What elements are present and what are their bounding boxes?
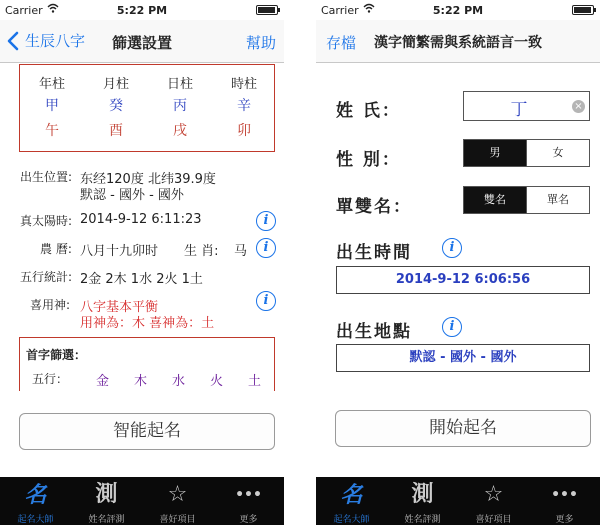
name-type-option-double[interactable]: 雙名: [464, 187, 526, 213]
birthplace-label: 出生位置:: [20, 170, 73, 184]
pillar-day: [150, 73, 210, 140]
solar-time-label: 真太陽時:: [20, 214, 73, 228]
nav-bar: [316, 20, 600, 63]
first-char-element-label: 五行：: [32, 372, 69, 386]
right-screen: [316, 0, 600, 525]
birthplace-row: [20, 168, 270, 202]
element-option-fire[interactable]: 火: [210, 374, 224, 389]
status-bar: [316, 0, 600, 20]
pillar-branch: 戌: [173, 123, 187, 139]
tab-label: 姓名評測: [88, 515, 125, 525]
birthplace-coords: 东经120度 北纬39.9度: [80, 172, 216, 187]
status-bar: [0, 0, 284, 20]
name-type-segmented-control: [463, 186, 590, 214]
name-type-label: 單雙名：: [336, 197, 412, 217]
more-icon: •••: [235, 487, 262, 503]
pillar-stem: 辛: [237, 98, 251, 114]
pillar-branch: 午: [45, 123, 59, 139]
gender-label: 性 別：: [336, 150, 401, 170]
tab-favorites[interactable]: [458, 477, 529, 525]
favorable-balance: 八字基本平衡: [80, 300, 159, 315]
back-button-label: 生辰八字: [25, 32, 86, 50]
five-elements-row: [20, 268, 270, 288]
tab-label: 姓名評測: [404, 515, 441, 525]
favorable-label: 喜用神:: [30, 298, 71, 312]
pillar-branch: 酉: [109, 123, 123, 139]
birth-place-info-icon[interactable]: i: [442, 317, 462, 337]
zodiac-value: 马: [234, 244, 248, 259]
element-option-water[interactable]: 水: [172, 374, 186, 389]
tab-more[interactable]: [529, 477, 600, 525]
tab-naming-master[interactable]: [0, 477, 71, 525]
bazi-pillars-table: [19, 64, 275, 152]
zodiac-label: 生 肖:: [184, 244, 219, 259]
solar-time-row: [20, 212, 270, 232]
gender-segmented-control: [463, 139, 590, 167]
solar-time-info-icon[interactable]: i: [256, 211, 276, 231]
tab-label: 更多: [239, 515, 258, 525]
name-icon: 名: [340, 482, 363, 508]
favorable-row: [20, 296, 270, 330]
page-title: 篩選設置: [111, 34, 172, 52]
pillar-stem: 甲: [45, 98, 59, 114]
tab-label: 起名大師: [17, 515, 54, 525]
element-option-metal[interactable]: 金: [96, 374, 110, 389]
smart-naming-button[interactable]: 智能起名: [19, 413, 275, 450]
surname-label: 姓 氏：: [336, 101, 401, 121]
carrier-label: Carrier: [321, 4, 359, 17]
pillar-month: [86, 73, 146, 140]
lunar-value: 八月十九卯时: [80, 244, 159, 259]
tab-favorites[interactable]: [142, 477, 213, 525]
birthplace-location: 默認 - 國外 - 國外: [80, 188, 184, 203]
tab-bar: [0, 477, 284, 525]
evaluate-icon: 測: [95, 482, 118, 507]
name-type-option-single[interactable]: 單名: [526, 187, 589, 213]
tab-more[interactable]: [213, 477, 284, 525]
tab-naming-master[interactable]: [316, 477, 387, 525]
evaluate-icon: 測: [411, 482, 434, 507]
start-naming-button[interactable]: 開始起名: [335, 410, 591, 447]
name-icon: 名: [24, 482, 47, 508]
left-screen: [0, 0, 284, 525]
pillar-hour: [214, 73, 274, 140]
five-elements-value: 2金 2木 1水 2火 1土: [80, 272, 203, 287]
pillar-header: 月柱: [102, 77, 129, 92]
lunar-row: [20, 240, 270, 260]
pillar-year: [22, 73, 82, 140]
first-char-filter: [19, 337, 275, 391]
element-option-wood[interactable]: 木: [134, 374, 148, 389]
help-button[interactable]: 幫助: [245, 34, 276, 52]
surname-input[interactable]: [463, 91, 590, 121]
tab-label: 喜好項目: [475, 515, 512, 525]
birth-place-picker[interactable]: 默認 - 國外 - 國外: [336, 344, 590, 372]
status-time: 5:22 PM: [432, 4, 484, 17]
tab-bar: [316, 477, 600, 525]
star-icon: ☆: [167, 482, 188, 507]
element-option-earth[interactable]: 土: [248, 374, 262, 389]
screen-gap: [284, 0, 316, 525]
tab-label: 起名大師: [333, 515, 370, 525]
star-icon: ☆: [483, 482, 504, 507]
tab-label: 更多: [555, 515, 574, 525]
pillar-header: 時柱: [230, 77, 257, 92]
birth-time-picker[interactable]: 2014-9-12 6:06:56: [336, 266, 590, 294]
favorable-gods: 用神為：木 喜神為：土: [80, 316, 215, 331]
status-time: 5:22 PM: [116, 4, 168, 17]
save-button[interactable]: 存檔: [326, 34, 357, 52]
battery-icon: [256, 5, 278, 15]
battery-icon: [572, 5, 594, 15]
gender-option-female[interactable]: 女: [526, 140, 589, 166]
nav-bar: [0, 20, 284, 63]
birth-time-info-icon[interactable]: i: [442, 238, 462, 258]
first-char-title: 首字篩選：: [26, 348, 87, 362]
pillar-header: 日柱: [166, 77, 193, 92]
gender-option-male[interactable]: 男: [464, 140, 526, 166]
clear-icon[interactable]: ×: [572, 100, 585, 113]
solar-time-value: 2014-9-12 6:11:23: [80, 212, 202, 227]
pillar-branch: 卯: [237, 123, 251, 139]
zodiac-info-icon[interactable]: i: [256, 238, 276, 258]
tab-label: 喜好項目: [159, 515, 196, 525]
birth-place-label: 出生地點: [336, 322, 412, 342]
favorable-info-icon[interactable]: i: [256, 291, 276, 311]
carrier-label: Carrier: [5, 4, 43, 17]
pillar-stem: 癸: [109, 98, 123, 114]
five-elements-label: 五行統計:: [20, 270, 73, 284]
tab-name-evaluation[interactable]: [71, 477, 142, 525]
pillar-header: 年柱: [38, 77, 65, 92]
birth-time-label: 出生時間: [336, 243, 412, 263]
page-title: 漢字簡繁需與系統語言一致: [374, 35, 542, 51]
tab-name-evaluation[interactable]: [387, 477, 458, 525]
lunar-label: 農 曆:: [40, 242, 72, 256]
pillar-stem: 丙: [173, 98, 187, 114]
more-icon: •••: [551, 487, 578, 503]
surname-value: 丁: [510, 100, 528, 120]
